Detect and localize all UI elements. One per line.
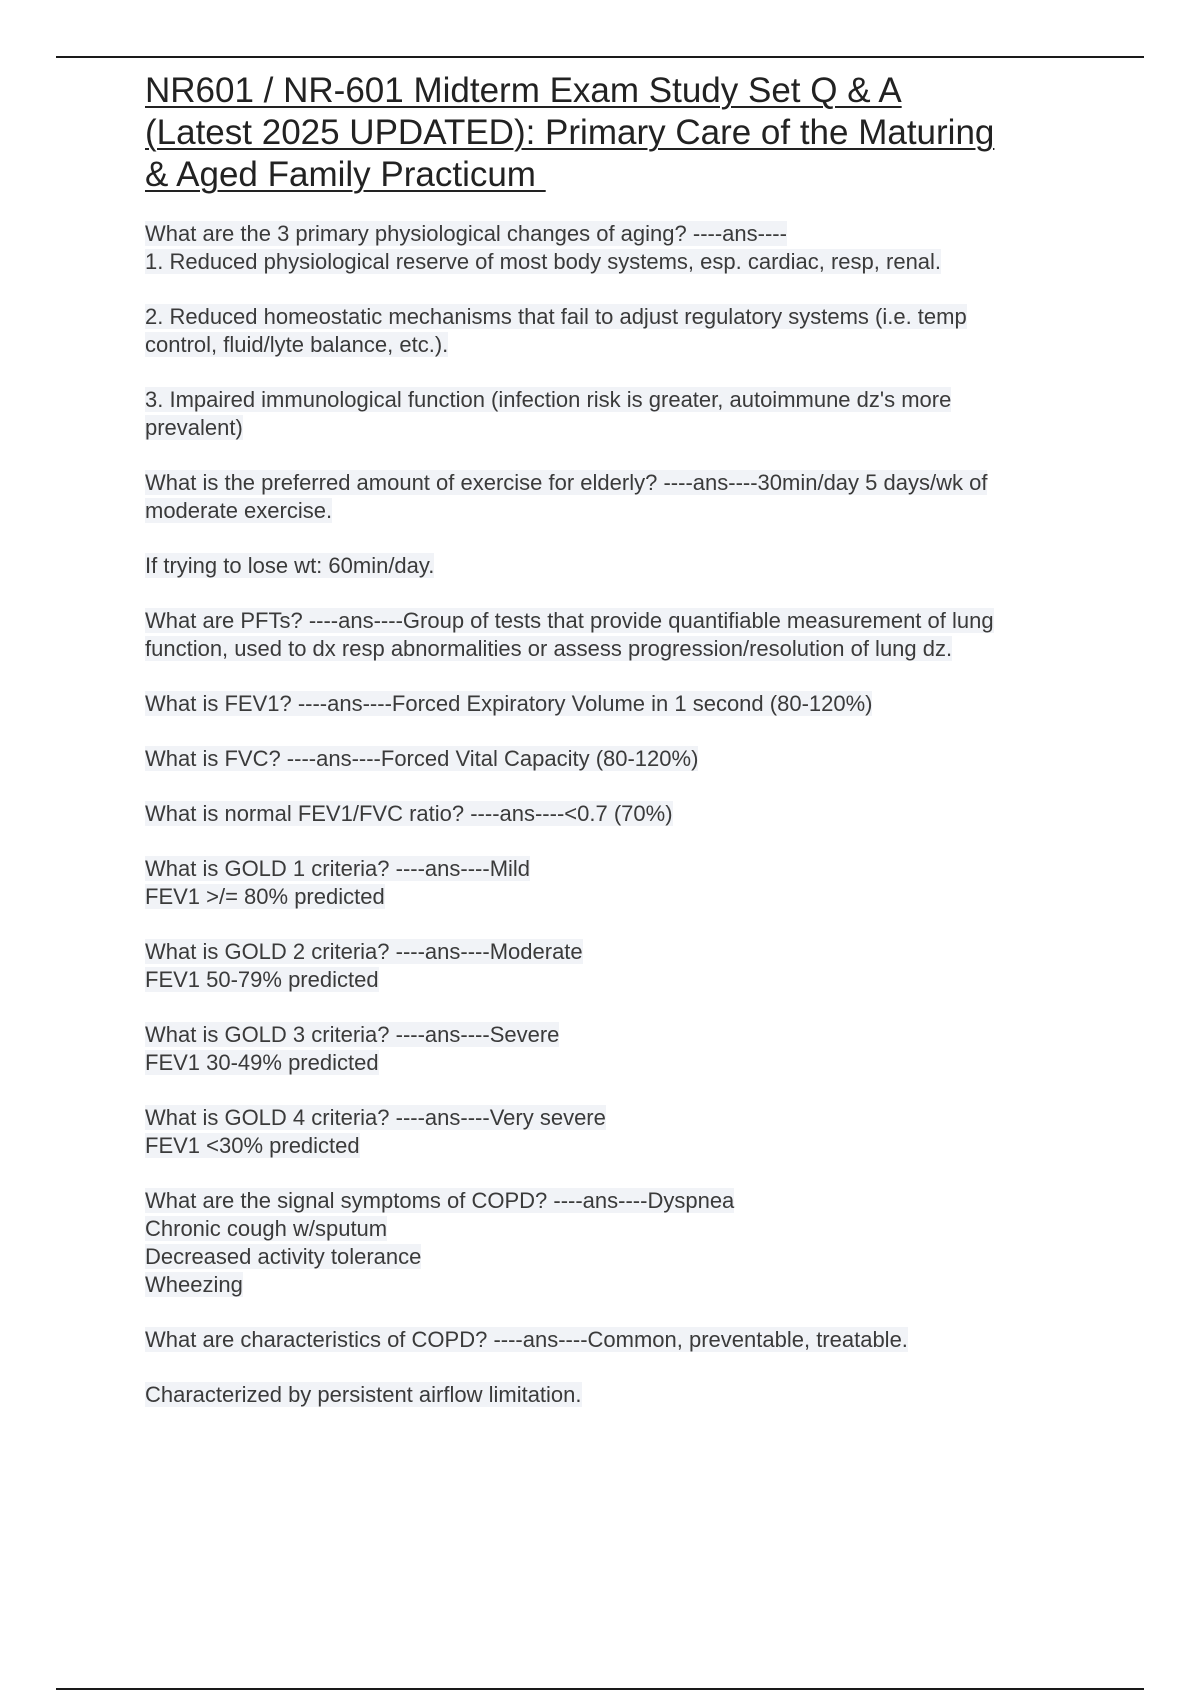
text-line: What is GOLD 3 criteria? ----ans----Severe [145,1022,560,1047]
text-line: 3. Impaired immunological function (infection risk is greater, autoimmune dz's more [145,387,952,412]
text-line: What is GOLD 2 criteria? ----ans----Moderate [145,939,583,964]
qa-paragraph-aging-changes [145,220,1095,276]
title-line: (Latest 2025 UPDATED): Primary Care of the Maturing [145,113,995,152]
text-line: What is GOLD 4 criteria? ----ans----Very severe [145,1105,606,1130]
title-line: & Aged Family Practicum [145,155,546,194]
qa-paragraph-immunological [145,386,1095,442]
qa-paragraph-ratio [145,800,1095,828]
text-line: What are PFTs? ----ans----Group of tests that provide quantifiable measurement of lung [145,608,994,633]
qa-paragraph-copd-characteristics [145,1326,1095,1354]
title-line: NR601 / NR-601 Midterm Exam Study Set Q & A [145,71,902,110]
qa-paragraph-exercise [145,469,1095,525]
qa-paragraph-homeostatic [145,303,1095,359]
text-line: moderate exercise. [145,498,333,523]
text-line: FEV1 30-49% predicted [145,1050,379,1075]
bottom-divider [56,1688,1144,1690]
text-line: What is the preferred amount of exercise for elderly? ----ans----30min/day 5 days/wk of [145,470,988,495]
qa-paragraph-airflow [145,1381,1095,1409]
document-body [145,70,1095,1436]
qa-paragraph-fvc [145,745,1095,773]
text-line: Characterized by persistent airflow limitation. [145,1382,582,1407]
qa-paragraph-gold-3 [145,1021,1095,1077]
qa-paragraph-lose-weight [145,552,1095,580]
text-line: What is normal FEV1/FVC ratio? ----ans----<0.7 (70%) [145,801,673,826]
qa-paragraph-gold-4 [145,1104,1095,1160]
text-line: What are characteristics of COPD? ----ans----Common, preventable, treatable. [145,1327,908,1352]
qa-paragraph-pfts [145,607,1095,663]
text-line: If trying to lose wt: 60min/day. [145,553,435,578]
text-line: What is FEV1? ----ans----Forced Expiratory Volume in 1 second (80-120%) [145,691,873,716]
qa-paragraph-fev1 [145,690,1095,718]
text-line: control, fluid/lyte balance, etc.). [145,332,449,357]
text-line: What is GOLD 1 criteria? ----ans----Mild [145,856,531,881]
text-line: prevalent) [145,415,243,440]
text-line: Wheezing [145,1272,243,1297]
text-line: What are the 3 primary physiological changes of aging? ----ans---- [145,221,787,246]
text-line: What are the signal symptoms of COPD? ----ans----Dyspnea [145,1188,735,1213]
text-line: Decreased activity tolerance [145,1244,422,1269]
text-line: function, used to dx resp abnormalities or assess progression/resolution of lung dz. [145,636,953,661]
text-line: 1. Reduced physiological reserve of most body systems, esp. cardiac, resp, renal. [145,249,942,274]
text-line: Chronic cough w/sputum [145,1216,388,1241]
top-divider [56,56,1144,58]
qa-paragraph-gold-1 [145,855,1095,911]
text-line: FEV1 50-79% predicted [145,967,379,992]
text-line: 2. Reduced homeostatic mechanisms that fail to adjust regulatory systems (i.e. temp [145,304,967,329]
text-line: FEV1 <30% predicted [145,1133,360,1158]
text-line: What is FVC? ----ans----Forced Vital Capacity (80-120%) [145,746,699,771]
qa-paragraph-gold-2 [145,938,1095,994]
qa-paragraph-copd-symptoms [145,1187,1095,1299]
document-title [145,70,1095,196]
text-line: FEV1 >/= 80% predicted [145,884,385,909]
